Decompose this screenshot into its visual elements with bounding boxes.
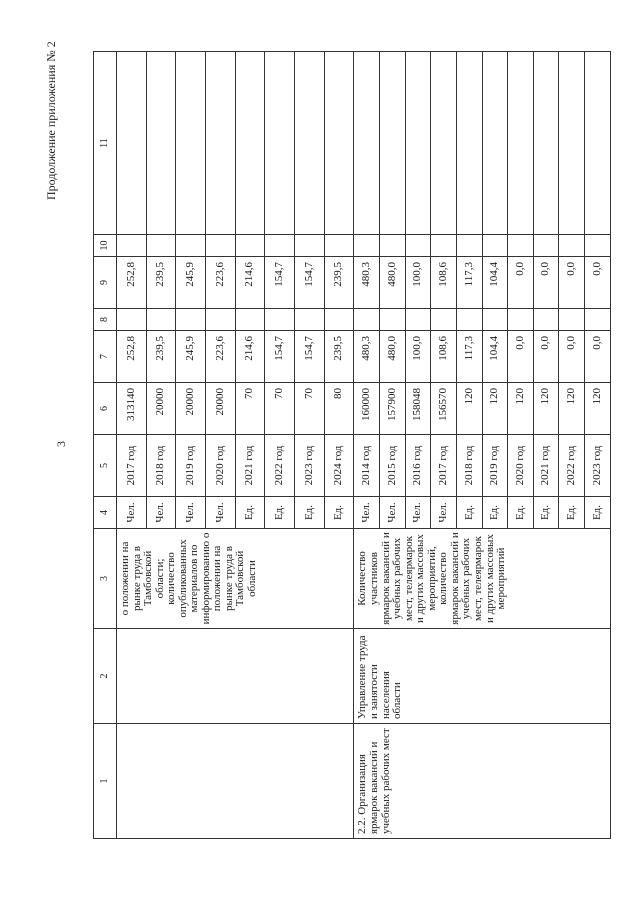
regional-budget-cell: 214,6 (235, 257, 265, 309)
program-table (93, 51, 611, 839)
regional-budget-cell: 0,0 (585, 257, 611, 309)
regional-budget-cell: 154,7 (265, 257, 295, 309)
unit-cell: Ед. (324, 497, 354, 529)
col8-cell (559, 309, 585, 331)
unit-cell: Чел. (206, 497, 236, 529)
unit-cell: Ед. (235, 497, 265, 529)
total-cell: 154,7 (295, 331, 325, 383)
regional-budget-cell: 252,8 (117, 257, 147, 309)
total-cell: 0,0 (559, 331, 585, 383)
indicator-cell: о положении на рынке труда в Тамбовской области; количество опубликованных материалов по информированию о положении на рынке труда в Тамбовской области (117, 529, 354, 629)
target-value-cell: 157900 (380, 383, 406, 435)
col11-cell (482, 52, 508, 235)
total-cell: 117,3 (456, 331, 482, 383)
col11-cell (235, 52, 265, 235)
year-cell: 2020 год (206, 435, 236, 497)
target-value-cell: 80 (324, 383, 354, 435)
col10-cell (559, 235, 585, 257)
regional-budget-cell: 0,0 (559, 257, 585, 309)
column-number: 2 (94, 629, 117, 724)
col8-cell (235, 309, 265, 331)
target-value-cell: 120 (585, 383, 611, 435)
total-cell: 108,6 (431, 331, 457, 383)
table-row (354, 52, 380, 839)
col11-cell (146, 52, 176, 235)
unit-cell: Ед. (533, 497, 559, 529)
target-value-cell: 20000 (206, 383, 236, 435)
unit-cell: Чел. (117, 497, 147, 529)
unit-cell: Ед. (265, 497, 295, 529)
column-number: 10 (94, 235, 117, 257)
target-value-cell: 120 (559, 383, 585, 435)
col10-cell (482, 235, 508, 257)
col10-cell (456, 235, 482, 257)
total-cell: 100,0 (405, 331, 431, 383)
year-cell: 2019 год (482, 435, 508, 497)
col10-cell (176, 235, 206, 257)
activity-cell (117, 724, 354, 839)
col8-cell (117, 309, 147, 331)
column-number: 3 (94, 529, 117, 629)
col10-cell (431, 235, 457, 257)
col11-cell (354, 52, 380, 235)
column-number: 4 (94, 497, 117, 529)
rotated-table-sheet (93, 52, 611, 839)
col8-cell (533, 309, 559, 331)
year-cell: 2015 год (380, 435, 406, 497)
year-cell: 2024 год (324, 435, 354, 497)
target-value-cell: 120 (533, 383, 559, 435)
unit-cell: Чел. (405, 497, 431, 529)
col11-cell (431, 52, 457, 235)
col10-cell (235, 235, 265, 257)
target-value-cell: 70 (295, 383, 325, 435)
column-number: 9 (94, 257, 117, 309)
executor-cell: Управление труда и занятости населения области (354, 629, 611, 724)
col10-cell (324, 235, 354, 257)
regional-budget-cell: 117,3 (456, 257, 482, 309)
year-cell: 2018 год (456, 435, 482, 497)
regional-budget-cell: 239,5 (324, 257, 354, 309)
total-cell: 154,7 (265, 331, 295, 383)
target-value-cell: 20000 (176, 383, 206, 435)
target-value-cell: 156570 (431, 383, 457, 435)
total-cell: 239,5 (146, 331, 176, 383)
col8-cell (265, 309, 295, 331)
regional-budget-cell: 0,0 (508, 257, 534, 309)
target-value-cell: 70 (265, 383, 295, 435)
col11-cell (405, 52, 431, 235)
col8-cell (176, 309, 206, 331)
year-cell: 2021 год (235, 435, 265, 497)
col10-cell (146, 235, 176, 257)
unit-cell: Чел. (146, 497, 176, 529)
year-cell: 2023 год (585, 435, 611, 497)
year-cell: 2021 год (533, 435, 559, 497)
col11-cell (380, 52, 406, 235)
unit-cell: Чел. (176, 497, 206, 529)
column-number: 6 (94, 383, 117, 435)
unit-cell: Ед. (585, 497, 611, 529)
total-cell: 480,3 (354, 331, 380, 383)
unit-cell: Ед. (456, 497, 482, 529)
regional-budget-cell: 104,4 (482, 257, 508, 309)
total-cell: 214,6 (235, 331, 265, 383)
activity-cell: 2.2. Организация ярмарок вакансий и учебных рабочих мест (354, 724, 611, 839)
total-cell: 245,9 (176, 331, 206, 383)
target-value-cell: 120 (508, 383, 534, 435)
unit-cell: Чел. (431, 497, 457, 529)
target-value-cell: 158048 (405, 383, 431, 435)
total-cell: 223,6 (206, 331, 236, 383)
col11-cell (456, 52, 482, 235)
col8-cell (324, 309, 354, 331)
col10-cell (585, 235, 611, 257)
column-number-row (94, 52, 117, 839)
unit-cell: Чел. (380, 497, 406, 529)
continuation-title: Продолжение приложения № 2 (44, 41, 58, 200)
col8-cell (146, 309, 176, 331)
col11-cell (265, 52, 295, 235)
col10-cell (265, 235, 295, 257)
column-number: 11 (94, 52, 117, 235)
year-cell: 2014 год (354, 435, 380, 497)
col8-cell (456, 309, 482, 331)
col8-cell (295, 309, 325, 331)
col11-cell (559, 52, 585, 235)
col10-cell (295, 235, 325, 257)
year-cell: 2022 год (559, 435, 585, 497)
year-cell: 2017 год (117, 435, 147, 497)
col10-cell (533, 235, 559, 257)
col8-cell (380, 309, 406, 331)
page-number: 3 (54, 441, 68, 447)
total-cell: 0,0 (585, 331, 611, 383)
col11-cell (206, 52, 236, 235)
target-value-cell: 120 (482, 383, 508, 435)
year-cell: 2017 год (431, 435, 457, 497)
col10-cell (354, 235, 380, 257)
unit-cell: Ед. (482, 497, 508, 529)
unit-cell: Чел. (354, 497, 380, 529)
target-value-cell: 70 (235, 383, 265, 435)
column-number: 8 (94, 309, 117, 331)
col8-cell (354, 309, 380, 331)
col8-cell (585, 309, 611, 331)
col11-cell (324, 52, 354, 235)
column-number: 1 (94, 724, 117, 839)
total-cell: 252,8 (117, 331, 147, 383)
regional-budget-cell: 100,0 (405, 257, 431, 309)
target-value-cell: 20000 (146, 383, 176, 435)
col11-cell (295, 52, 325, 235)
col10-cell (206, 235, 236, 257)
column-number: 5 (94, 435, 117, 497)
col10-cell (405, 235, 431, 257)
total-cell: 0,0 (533, 331, 559, 383)
col8-cell (431, 309, 457, 331)
col8-cell (508, 309, 534, 331)
total-cell: 104,4 (482, 331, 508, 383)
unit-cell: Ед. (559, 497, 585, 529)
year-cell: 2023 год (295, 435, 325, 497)
total-cell: 480,0 (380, 331, 406, 383)
year-cell: 2016 год (405, 435, 431, 497)
total-cell: 239,5 (324, 331, 354, 383)
col8-cell (482, 309, 508, 331)
regional-budget-cell: 223,6 (206, 257, 236, 309)
total-cell: 0,0 (508, 331, 534, 383)
year-cell: 2018 год (146, 435, 176, 497)
indicator-cell: Количество участников ярмарок вакансий и учебных рабочих мест, телеярмарок и других массовых мероприятий, количество ярмарок вакансий и учебных рабочих мест, телеярмарок и других массовых мероприятий (354, 529, 611, 629)
year-cell: 2020 год (508, 435, 534, 497)
col10-cell (117, 235, 147, 257)
column-number: 7 (94, 331, 117, 383)
target-value-cell: 313140 (117, 383, 147, 435)
executor-cell (117, 629, 354, 724)
col8-cell (405, 309, 431, 331)
col11-cell (508, 52, 534, 235)
col11-cell (585, 52, 611, 235)
unit-cell: Ед. (508, 497, 534, 529)
regional-budget-cell: 108,6 (431, 257, 457, 309)
regional-budget-cell: 0,0 (533, 257, 559, 309)
col10-cell (380, 235, 406, 257)
regional-budget-cell: 480,3 (354, 257, 380, 309)
regional-budget-cell: 245,9 (176, 257, 206, 309)
regional-budget-cell: 154,7 (295, 257, 325, 309)
col10-cell (508, 235, 534, 257)
year-cell: 2022 год (265, 435, 295, 497)
target-value-cell: 160000 (354, 383, 380, 435)
regional-budget-cell: 480,0 (380, 257, 406, 309)
table-row (117, 52, 147, 839)
col11-cell (117, 52, 147, 235)
col8-cell (206, 309, 236, 331)
target-value-cell: 120 (456, 383, 482, 435)
unit-cell: Ед. (295, 497, 325, 529)
year-cell: 2019 год (176, 435, 206, 497)
col11-cell (533, 52, 559, 235)
col11-cell (176, 52, 206, 235)
regional-budget-cell: 239,5 (146, 257, 176, 309)
